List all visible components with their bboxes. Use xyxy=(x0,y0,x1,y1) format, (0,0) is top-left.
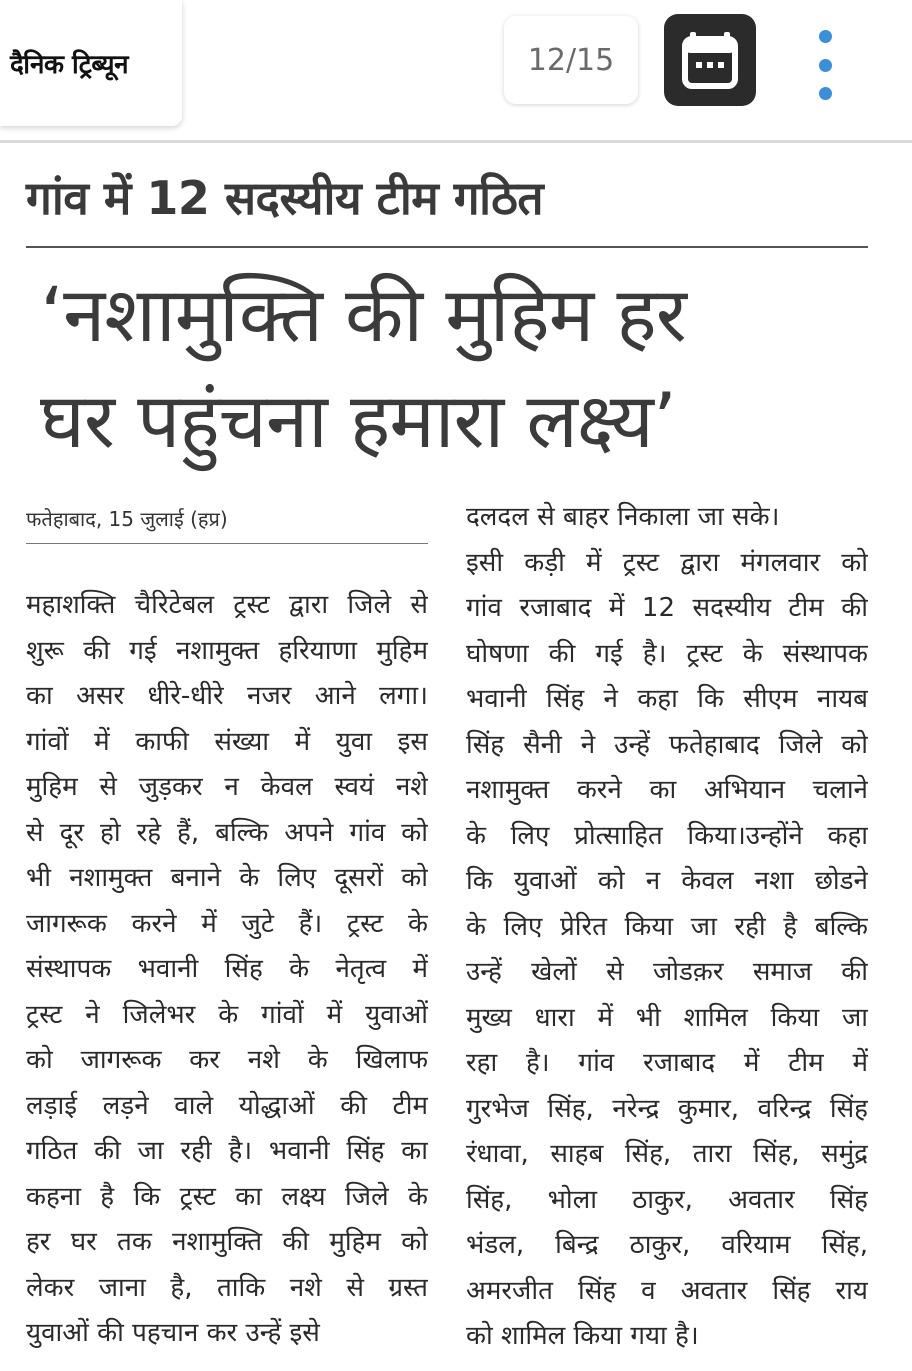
body-text-line: घोषणा की गई है। ट्रस्ट के संस्थापक xyxy=(466,638,868,669)
body-text-line: लड़ाई लड़ने वाले योद्धाओं की टीम xyxy=(26,1090,428,1121)
body-text-line: भंडल, बिन्द्र ठाकुर, वरियाम सिंह, xyxy=(466,1230,868,1260)
calendar-icon xyxy=(682,30,738,90)
article-dateline: फतेहाबाद, 15 जुलाई (हप्र) xyxy=(26,507,228,531)
body-text-line: भी नशामुक्त बनाने के लिए दूसरों को xyxy=(26,863,428,893)
more-vertical-icon xyxy=(819,30,832,43)
body-text-line: रहा है। गांव रजाबाद में टीम में xyxy=(466,1048,868,1078)
body-text-line: जागरूक करने में जुटे हैं। ट्रस्ट के xyxy=(26,908,428,939)
body-text-line: लेकर जाना है, ताकि नशे से ग्रस्त xyxy=(26,1272,428,1303)
page-indicator-button[interactable]: 12/15 xyxy=(504,16,638,104)
body-text-line: शुरू की गई नशामुक्त हरियाणा मुहिम xyxy=(26,635,428,666)
article-column-left xyxy=(26,583,428,1357)
body-text-line: के लिए प्रेरित किया जा रही है बल्कि xyxy=(466,911,868,942)
logo-text: दैनिक ट्रिब्यून xyxy=(10,50,129,80)
app-bar-divider xyxy=(0,140,912,143)
body-text-line: ट्रस्ट ने जिलेभर के गांवों में युवाओं xyxy=(26,999,428,1030)
article-column-right xyxy=(466,495,868,1360)
dateline-divider xyxy=(26,543,428,544)
article-headline xyxy=(40,262,890,474)
body-text-line: रंधावा, साहब सिंह, तारा सिंह, समुंद्र xyxy=(466,1139,868,1169)
body-text-line: गठित की जा रही है। भवानी सिंह का xyxy=(26,1136,428,1166)
body-text-line: गांवों में काफी संख्या में युवा इस xyxy=(26,726,428,757)
newspaper-logo[interactable] xyxy=(0,0,182,126)
body-text-line: गांव रजाबाद में 12 सदस्यीय टीम की xyxy=(466,593,868,623)
more-options-button[interactable] xyxy=(802,30,848,100)
body-text-line: भवानी सिंह ने कहा कि सीएम नायब xyxy=(466,684,868,714)
body-text-line: सिंह सैनी ने उन्हें फतेहाबाद जिले को xyxy=(466,729,868,760)
body-text-line: इसी कड़ी में ट्रस्ट द्वारा मंगलवार को xyxy=(466,547,868,578)
body-text-line: का असर धीरे-धीरे नजर आने लगा। xyxy=(26,681,428,711)
calendar-button[interactable] xyxy=(664,14,756,106)
body-text-line: मुख्य धारा में भी शामिल किया जा xyxy=(466,1002,868,1033)
headline-line: ‘नशामुक्ति की मुहिम हर xyxy=(40,270,686,359)
body-text-line: को शामिल किया गया है। xyxy=(466,1321,699,1351)
body-text-line: दलदल से बाहर निकाला जा सके। xyxy=(466,502,780,532)
body-text-line: सिंह, भोला ठाकुर, अवतार सिंह xyxy=(466,1184,868,1215)
body-text-line: गुरभेज सिंह, नरेन्द्र कुमार, वरिन्द्र सिंह xyxy=(466,1093,868,1124)
body-text-line: के लिए प्रोत्साहित किया।उन्होंने कहा xyxy=(466,820,868,851)
body-text-line: मुहिम से जुड़कर न केवल स्वयं नशे xyxy=(26,772,428,802)
body-text-line: से दूर हो रहे हैं, बल्कि अपने गांव को xyxy=(26,817,428,848)
body-text-line: अमरजीत सिंह व अवतार सिंह राय xyxy=(466,1275,868,1306)
body-text-line: कि युवाओं को न केवल नशा छोडने xyxy=(466,866,868,896)
headline-line: घर पहुंचना हमारा लक्ष्य’ xyxy=(40,376,676,465)
body-text-line: युवाओं की पहचान कर उन्हें इसे xyxy=(26,1318,320,1348)
body-text-line: हर घर तक नशामुक्ति की मुहिम को xyxy=(26,1227,428,1257)
article-kicker: गांव में 12 सदस्यीय टीम गठित xyxy=(26,171,544,225)
body-text-line: कहना है कि ट्रस्ट का लक्ष्य जिले के xyxy=(26,1181,428,1212)
app-bar xyxy=(0,0,912,140)
body-text-line: को जागरूक कर नशे के खिलाफ xyxy=(26,1045,428,1075)
body-text-line: महाशक्ति चैरिटेबल ट्रस्ट द्वारा जिले से xyxy=(26,590,428,620)
body-text-line: संस्थापक भवानी सिंह के नेतृत्व में xyxy=(26,954,428,984)
kicker-divider xyxy=(26,246,868,248)
body-text-line: उन्हें खेलों से जोडक़र समाज की xyxy=(466,957,868,987)
body-text-line: नशामुक्त करने का अभियान चलाने xyxy=(466,775,868,805)
